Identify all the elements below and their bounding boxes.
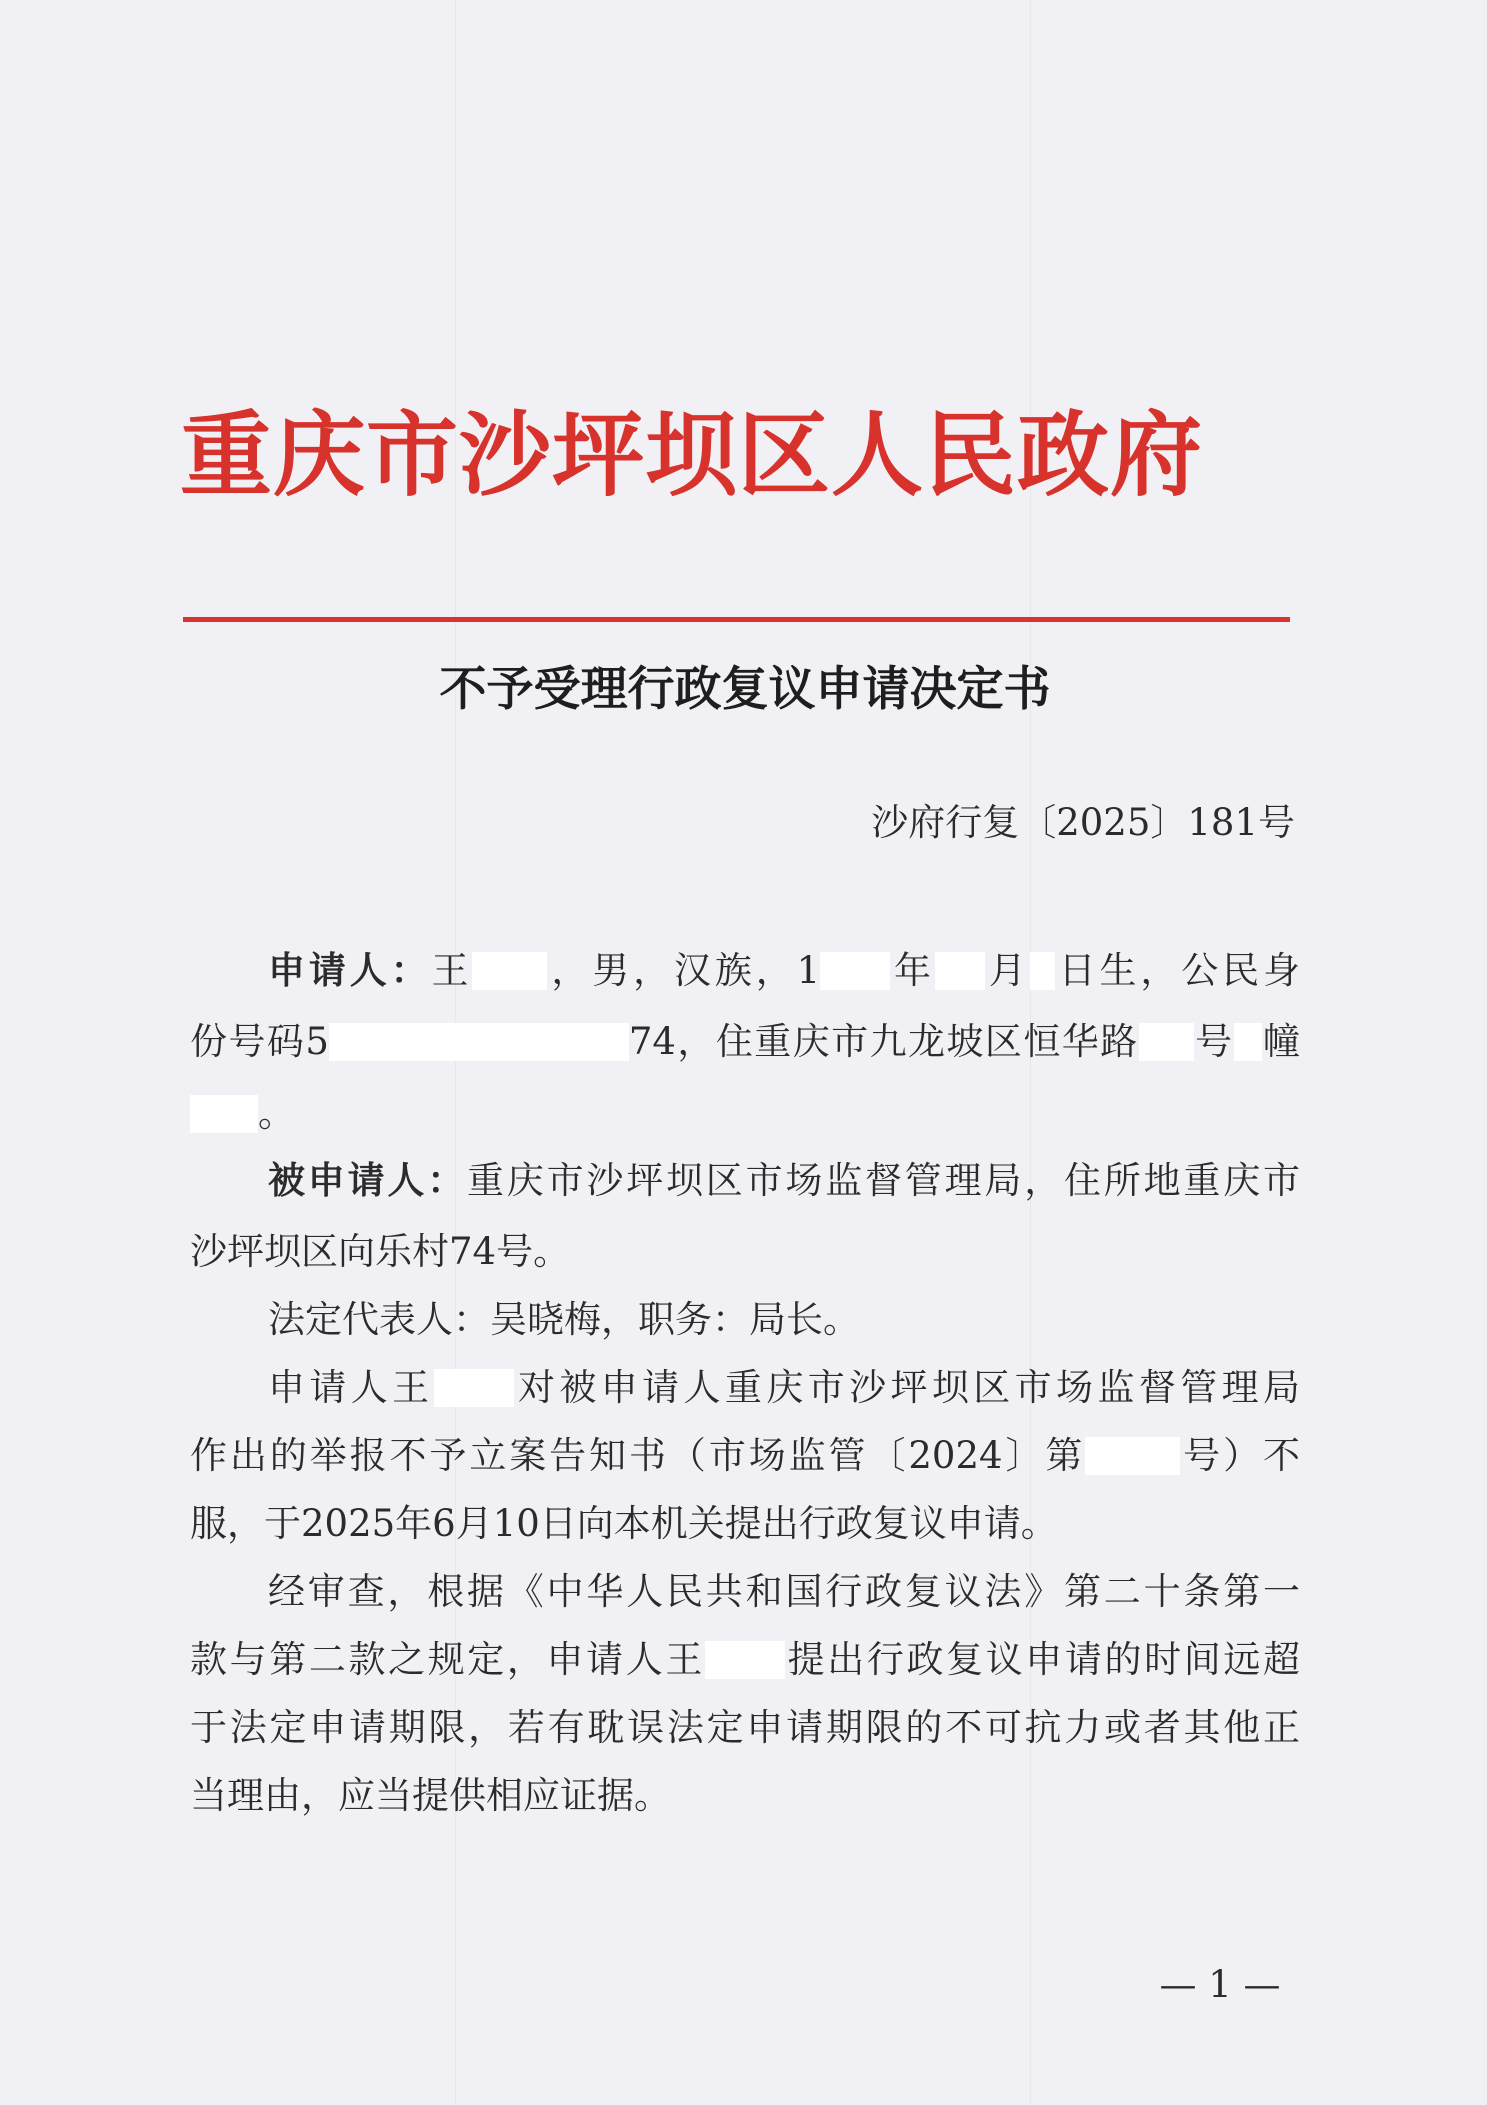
redaction-mask [434,1369,514,1407]
redaction-mask [705,1641,785,1679]
redaction-mask [935,952,985,990]
redaction-mask [820,952,890,990]
redaction-mask [1139,1023,1194,1061]
issuer-header: 重庆市沙坪坝区人民政府 [180,401,1204,509]
applicant-line-2: 份号码5 74，住重庆市九龙坡区恒华路 号 幢 [190,1020,1301,1063]
respondent-line-2: 沙坪坝区向乐村74号。 [190,1230,571,1273]
redaction-mask [1085,1437,1180,1475]
document-title: 不予受理行政复议申请决定书 [439,662,1051,717]
redaction-mask [472,952,547,990]
redaction-mask [190,1095,258,1133]
paragraph-2-line-1: 经审查，根据《中华人民共和国行政复议法》第二十条第一 [268,1570,1300,1613]
paragraph-1-line-1: 申请人王 对被申请人重庆市沙坪坝区市场监督管理局 [268,1366,1301,1409]
applicant-line-1: 申请人：王 ，男，汉族，1 年 月 日生，公民身 [268,948,1301,992]
respondent-label: 被申请人： [268,1158,467,1202]
paragraph-1-line-3: 服，于2025年6月10日向本机关提出行政复议申请。 [190,1502,1058,1545]
legal-representative: 法定代表人：吴晓梅，职务：局长。 [268,1298,860,1341]
paragraph-1-line-2: 作出的举报不予立案告知书（市场监管〔2024〕第 号）不 [190,1434,1300,1477]
paragraph-2-line-2: 款与第二款之规定，申请人王 提出行政复议申请的时间远超 [190,1638,1300,1681]
paragraph-2-line-4: 当理由，应当提供相应证据。 [190,1774,671,1817]
page-number: — 1 — [1159,1963,1281,2006]
applicant-line-3: 。 [190,1084,1300,1144]
respondent-line-1: 被申请人：重庆市沙坪坝区市场监督管理局，住所地重庆市 [268,1158,1300,1202]
redaction-mask [1030,952,1055,990]
redaction-mask [1234,1023,1262,1061]
redaction-mask [329,1023,629,1061]
header-red-rule [183,617,1290,622]
applicant-label: 申请人： [268,948,432,992]
document-number: 沙府行复〔2025〕181号 [871,801,1295,844]
paragraph-2-line-3: 于法定申请期限，若有耽误法定申请期限的不可抗力或者其他正 [190,1706,1300,1749]
